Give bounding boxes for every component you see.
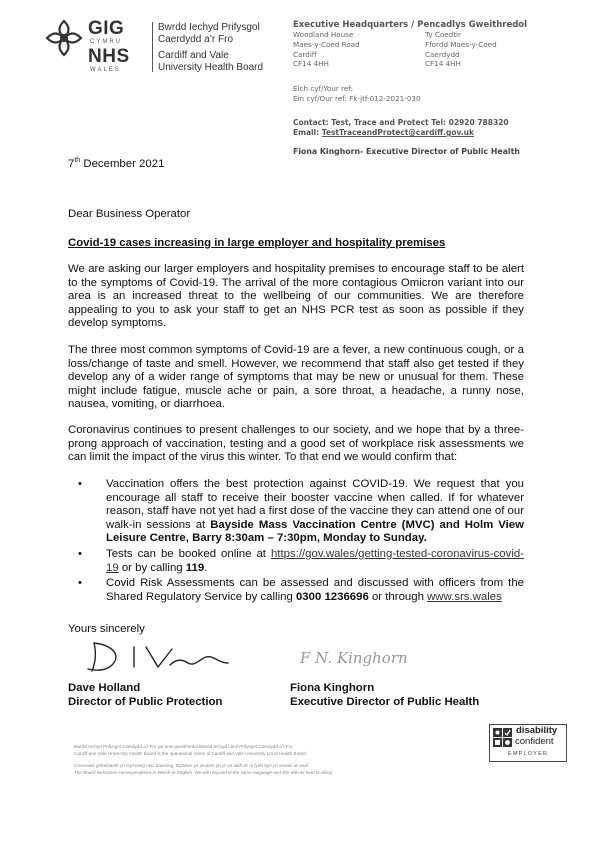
board-welsh-line: Caerdydd a’r Fro	[158, 34, 234, 45]
email-line	[293, 128, 509, 138]
board-name-english	[158, 50, 263, 74]
email-link[interactable]: TestTraceandProtect@cardiff.gov.uk	[321, 128, 474, 137]
gov-wales-link[interactable]: https://gov.wales/getting-tested-coronavirus-covid-19	[106, 547, 524, 574]
bullet3-text: Covid Risk Assessments can be assessed and discussed with officers from the Shared Regulatory Service by calling	[106, 577, 524, 603]
address-line: Caerdydd	[425, 49, 460, 59]
contact-block	[293, 118, 509, 138]
bullet-tests	[68, 548, 524, 575]
footer-language-welsh: Croesewir gohebiaeth yn Gymraeg neu Saesneg. Byddwn yn ymateb yn yr un iaith ac ni fydd hyn yn arwain at oedi.	[74, 763, 309, 768]
closing: Yours sincerely	[68, 623, 145, 635]
signer2-block	[290, 682, 479, 709]
address-line: CF14 4HH	[425, 59, 461, 69]
footer-legal-english: Cardiff and Vale University Health Board is the operational name of Cardiff and Vale University Local Health Board	[74, 751, 306, 756]
bullet-dot: •	[78, 478, 82, 490]
signer1-title: Director of Public Protection	[68, 695, 223, 708]
hq-title: Executive Headquarters / Pencadlys Gweithredol	[293, 20, 528, 30]
board-english-line: University Health Board	[158, 62, 264, 73]
signatory-line: Fiona Kinghorn- Executive Director of Public Health	[293, 147, 520, 156]
srs-wales-link[interactable]: www.srs.wales	[427, 590, 502, 603]
address-line: Maes-y-Coed Road	[293, 39, 360, 49]
badge-word-disability: disability	[516, 725, 558, 736]
signature-dave-holland-icon	[82, 637, 242, 677]
board-welsh-line: Bwrdd Iechyd Prifysgol	[158, 22, 260, 33]
badge-employer: EMPLOYER	[508, 751, 549, 757]
address-line: CF14 4HH	[293, 59, 329, 69]
bullet-dot: •	[78, 547, 82, 560]
date-suffix: th	[74, 157, 81, 164]
bullet3-bold: 0300 1236696	[295, 590, 369, 603]
email-label: Email:	[293, 128, 322, 137]
bullet2-bold: 119	[185, 561, 205, 574]
bullet2-end: .	[204, 561, 208, 574]
logo-nhs-text: NHS	[88, 46, 130, 67]
reference-block	[293, 84, 421, 104]
our-ref: Ein cyf/Our ref: Fk-jtf-012-2021-030	[293, 94, 421, 103]
signature-text: F N. Kinghorn	[300, 649, 408, 667]
bullet3-mid: or through	[368, 590, 428, 603]
bullet1-text: Vaccination offers the best protection against COVID-19. We request that you encourage all staff to receive their booster vaccine when called. If for whatever reason, staff have not yet had a first dose of the vaccine they can attend one of our walk-in sessions at	[106, 478, 524, 531]
address-english	[293, 30, 360, 69]
signer2-name: Fiona Kinghorn	[290, 682, 375, 694]
logo-cymru-text: CYMRU	[90, 39, 122, 45]
badge-word-confident: confident	[515, 736, 554, 747]
signer2-title: Executive Director of Public Health	[290, 695, 480, 708]
your-ref: Eich cyf/Your ref:	[293, 84, 354, 93]
logo-gig-text: GIG	[88, 18, 125, 39]
board-english-line: Cardiff and Vale	[158, 50, 229, 61]
nhs-wales-emblem-icon	[44, 18, 84, 58]
signer1-name: Dave Holland	[68, 682, 141, 694]
logo-divider	[152, 22, 153, 72]
board-name-welsh	[158, 22, 260, 46]
greeting: Dear Business Operator	[68, 208, 191, 220]
letter-date	[68, 154, 164, 171]
bullet-risk-assessments	[68, 577, 524, 604]
paragraph-2: The three most common symptoms of Covid-19 are a fever, a new continuous cough, or a loss/change of taste and smell. However, we recommend that staff also get tested if they develop any of a wider range of symptoms that may be new or unusual for them. These might include fatigue, muscle ache or pain, a sore throat, a headache, a runny nose, nausea, vomiting, or diarrhoea.	[68, 344, 524, 411]
address-welsh	[425, 30, 497, 69]
contact-line: Contact: Test, Trace and Protect Tel: 02920 788320	[293, 118, 509, 127]
footer-legal-welsh: Bwrdd Iechyd Prifysgol Caerdydd a’r Fro yw enw gweithredol Bwrdd Iechyd Lleol Prifysgol Caerdydd a’r Fro	[74, 744, 293, 749]
subject-line: Covid-19 cases increasing in large employer and hospitality premises	[68, 237, 446, 249]
bullet-vaccination	[68, 478, 524, 546]
signature-fiona-kinghorn-icon	[298, 641, 438, 673]
paragraph-3: Coronavirus continues to present challenges to our society, and we hope that by a three-prong approach of vaccination, testing and a good set of workplace risk assessments we can limit the impact of the virus this winter. To that end we would confirm that:	[68, 424, 524, 464]
address-line: Cardiff	[293, 49, 317, 59]
date-day: 7	[68, 157, 75, 170]
logo-wales-text: WALES	[90, 67, 121, 73]
address-line: Woodland House	[293, 30, 354, 39]
disability-confident-icon	[493, 728, 513, 748]
signer1-block	[68, 682, 222, 709]
bullet1-bold: Bayside Mass Vaccination Centre (MVC) and Holm View Leisure Centre, Barry 8:30am – 7:30pm, Monday to Sunday.	[106, 518, 524, 545]
footer-language-english: The Board welcomes correspondence in Welsh or English. We will respond in the same language and this will not lead to delay.	[74, 770, 333, 775]
bullet-dot: •	[78, 577, 82, 590]
address-line: Ffordd Maes-y-Coed	[425, 39, 497, 49]
bullet2-text: Tests can be booked online at	[106, 547, 271, 560]
paragraph-1: We are asking our larger employers and hospitality premises to encourage staff to be alert to the symptoms of Covid-19. The arrival of the more contagious Omicron variant into our area is an increased threat to the wellbeing of our communities. We are therefore appealing to you to ask your staff to get an NHS PCR test as soon as possible if they develop symptoms.	[68, 263, 524, 330]
date-rest: December 2021	[80, 157, 165, 170]
address-line: Ty Coedtir	[425, 30, 461, 39]
bullet-list	[68, 478, 524, 606]
bullet2-mid: or by calling	[118, 561, 186, 574]
